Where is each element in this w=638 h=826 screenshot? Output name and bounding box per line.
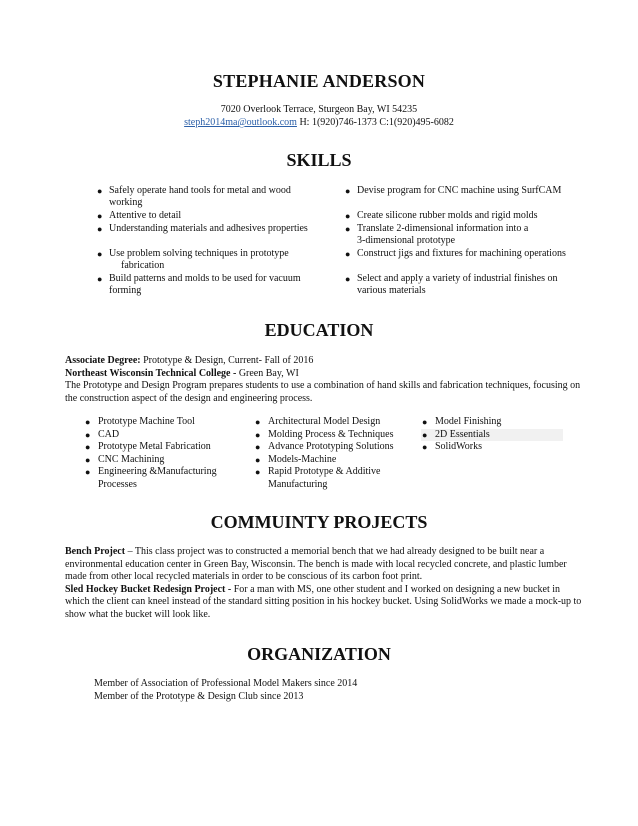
bullet-icon: ● bbox=[255, 429, 261, 440]
course-item: ● SolidWorks bbox=[422, 441, 482, 452]
bullet-icon: ● bbox=[85, 417, 91, 427]
phone-numbers: H: 1(920)746-1373 C:1(920)495-6082 bbox=[296, 117, 454, 128]
college-line: Northeast Wisconsin Technical College - Green Bay, WI bbox=[65, 367, 299, 379]
course-item: ● CNC Machining bbox=[85, 453, 165, 465]
skill-row bbox=[96, 248, 576, 272]
bullet-icon: ● bbox=[345, 211, 351, 221]
organization-list bbox=[94, 678, 574, 703]
skill-item: ● Attentive to detail bbox=[97, 210, 182, 221]
course-column bbox=[421, 416, 563, 491]
skill-row bbox=[96, 223, 576, 247]
projects-text bbox=[65, 546, 585, 621]
bullet-icon: ● bbox=[97, 249, 103, 259]
sled-project: Sled Hockey Bucket Redesign Project - For a man with MS, one other student and I worked on designing a new bucket in which the client can kneel instead of the standard sitting position in his hockey bucket. Using SolidWorks we made a mock-up to show what the bucket will look like. bbox=[65, 583, 582, 620]
skills-heading: SKILLS bbox=[286, 150, 352, 170]
organization-item: Member of Association of Professional Model Makers since 2014 bbox=[94, 678, 358, 689]
course-item: ● Rapid Prototype & Additive Manufacturing bbox=[255, 466, 381, 490]
course-item: ● Prototype Machine Tool bbox=[85, 416, 195, 427]
bullet-icon: ● bbox=[422, 417, 428, 427]
bullet-icon: ● bbox=[422, 442, 428, 452]
bullet-icon: ● bbox=[97, 274, 103, 284]
bullet-icon: ● bbox=[97, 211, 103, 221]
skill-item: ● Understanding materials and adhesives properties bbox=[97, 223, 308, 234]
skill-row bbox=[96, 185, 576, 209]
bullet-icon: ● bbox=[85, 442, 91, 452]
bullet-icon: ● bbox=[345, 224, 351, 234]
program-description: The Prototype and Design Program prepares students to use a combination of hand skills and fabrication techniques, focusing on the construction aspect of the design and engineering process. bbox=[65, 380, 581, 404]
education-heading: EDUCATION bbox=[264, 320, 374, 340]
skill-row bbox=[96, 273, 576, 297]
course-column bbox=[254, 416, 421, 491]
bullet-icon: ● bbox=[85, 429, 91, 440]
bullet-icon: ● bbox=[97, 186, 103, 196]
skill-item: ● Use problem solving techniques in prototype fabrication bbox=[97, 248, 289, 271]
bullet-icon: ● bbox=[255, 467, 261, 477]
skill-item: ● Devise program for CNC machine using SurfCAM bbox=[345, 185, 562, 196]
bench-project: Bench Project – This class project was to constructed a memorial bench that we had already designed to be built near a environmental education center in Green Bay, Wisconsin. The bench is made with local recycled concrete, and plastic lumber made from other local recycled materials in order to be conscious of its carbon foot print. bbox=[65, 546, 567, 582]
degree-line: Associate Degree: Prototype & Design, Current- Fall of 2016 bbox=[65, 355, 314, 366]
organization-item: Member of the Prototype & Design Club since 2013 bbox=[94, 690, 304, 702]
skill-item: ● Safely operate hand tools for metal and wood working bbox=[97, 185, 291, 208]
address-line: 7020 Overlook Terrace, Sturgeon Bay, WI 54235 bbox=[220, 104, 418, 115]
bullet-icon: ● bbox=[85, 454, 91, 465]
bullet-icon: ● bbox=[345, 249, 351, 259]
projects-heading: COMMUINTY PROJECTS bbox=[210, 512, 428, 532]
bullet-icon: ● bbox=[255, 442, 261, 452]
organization-heading: ORGANIZATION bbox=[247, 644, 391, 664]
skill-row bbox=[96, 210, 576, 222]
course-item: ● Model Finishing bbox=[422, 416, 502, 427]
course-list bbox=[84, 416, 564, 491]
bullet-icon: ● bbox=[422, 429, 428, 440]
course-item: ● Prototype Metal Fabrication bbox=[85, 441, 211, 452]
education-details bbox=[65, 355, 585, 405]
bullet-icon: ● bbox=[345, 274, 351, 284]
bullet-icon: ● bbox=[345, 186, 351, 196]
course-item: ● Advance Prototyping Solutions bbox=[255, 441, 394, 452]
course-item: ● Engineering &Manufacturing Processes bbox=[85, 466, 217, 490]
bullet-icon: ● bbox=[85, 467, 91, 477]
email-link[interactable]: steph2014ma@outlook.com bbox=[184, 117, 297, 128]
skill-item: ● Create silicone rubber molds and rigid molds bbox=[345, 210, 538, 221]
bullet-icon: ● bbox=[255, 417, 261, 427]
course-item: ● CAD bbox=[85, 428, 120, 440]
skill-item: ● Build patterns and molds to be used for vacuum forming bbox=[97, 273, 301, 296]
course-item: ● Molding Process & Techniques bbox=[255, 428, 394, 440]
bullet-icon: ● bbox=[97, 224, 103, 234]
contact-line bbox=[0, 117, 638, 128]
skill-item: ● Construct jigs and fixtures for machining operations bbox=[345, 248, 566, 259]
course-item: ● Architectural Model Design bbox=[255, 416, 381, 427]
bullet-icon: ● bbox=[255, 454, 261, 465]
course-column bbox=[84, 416, 254, 491]
course-item: ● 2D Essentials bbox=[421, 429, 563, 442]
skills-list bbox=[96, 185, 576, 297]
applicant-name: STEPHANIE ANDERSON bbox=[212, 71, 426, 91]
course-item: ● Models-Machine bbox=[255, 453, 337, 465]
skill-item: ● Translate 2-dimensional information into a 3-dimensional prototype bbox=[345, 223, 529, 246]
skill-item: ● Select and apply a variety of industrial finishes on various materials bbox=[345, 273, 558, 296]
